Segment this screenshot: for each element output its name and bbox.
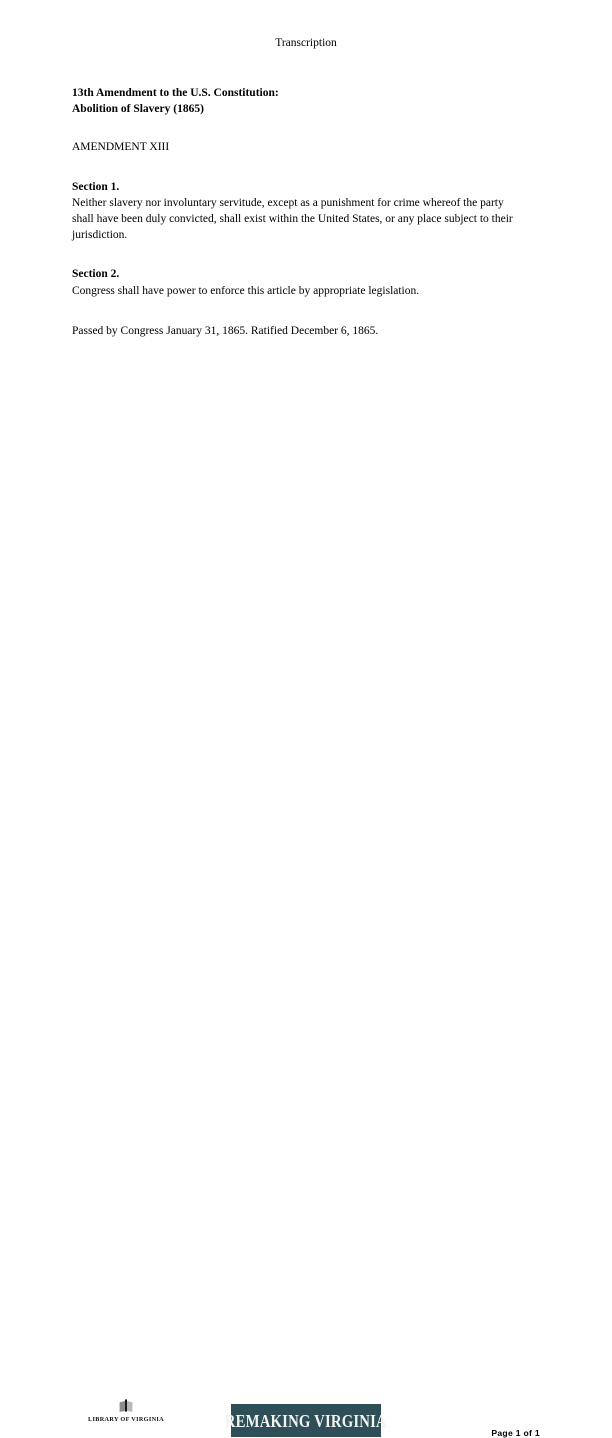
section-block-2 (72, 267, 516, 299)
section-1-heading: Section 1. (72, 180, 120, 193)
section-block-1 (72, 180, 516, 244)
section-1-text: Neither slavery nor involuntary servitude, except as a punishment for crime whereof the party shall have been duly convicted, shall exist within the United States, or any place subject to their jurisdiction. (72, 197, 513, 241)
remaking-virginia-banner (224, 1404, 388, 1437)
document-title-line-2: Abolition of Slavery (1865) (72, 102, 204, 115)
library-of-virginia-wordmark: LIBRARY OF VIRGINIA (88, 1416, 164, 1423)
document-body (72, 86, 516, 339)
remaking-virginia-banner-text: REMAKING VIRGINIA (224, 1410, 388, 1431)
document-title (72, 86, 516, 117)
section-2-heading: Section 2. (72, 268, 120, 280)
page-header-label: Transcription (275, 37, 337, 49)
page-number: Page 1 of 1 (491, 1428, 540, 1438)
page-footer (0, 698, 612, 1438)
ratification-note: Passed by Congress January 31, 1865. Ratified December 6, 1865. (72, 324, 379, 337)
section-2-text: Congress shall have power to enforce this article by appropriate legislation. (72, 284, 420, 297)
document-title-line-1: 13th Amendment to the U.S. Constitution: (72, 87, 279, 99)
amendment-label: AMENDMENT XIII (72, 141, 170, 153)
library-of-virginia-logo (78, 1398, 174, 1424)
open-book-icon (118, 1398, 134, 1414)
